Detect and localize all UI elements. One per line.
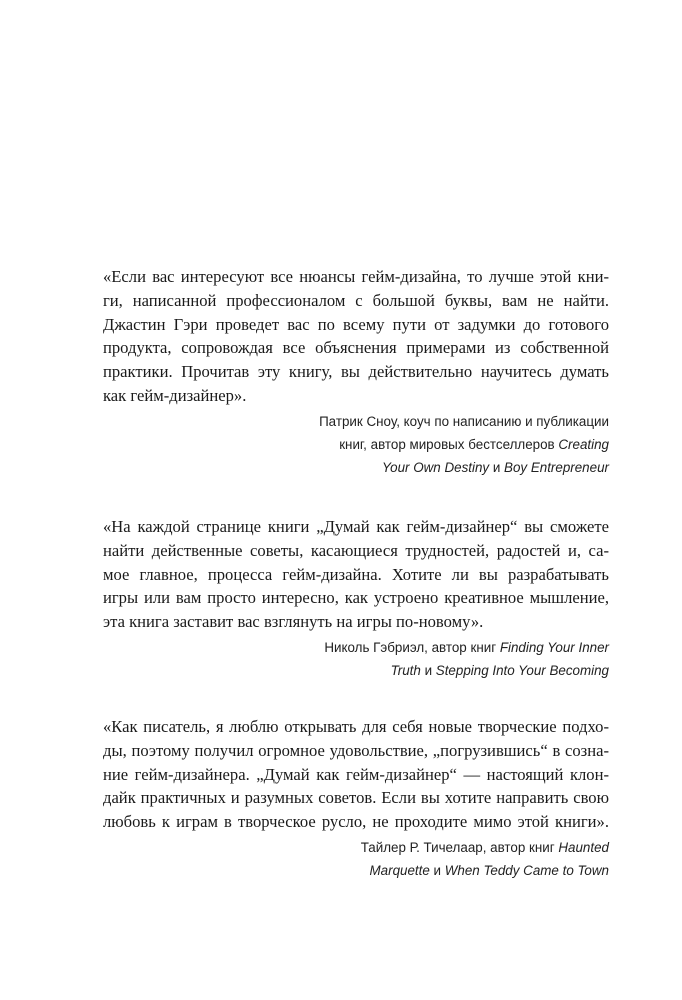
quote-line: эта книга заставит вас взглянуть на игры по-новому». bbox=[103, 612, 484, 632]
attribution-text: Тайлер Р. Тичелаар, автор книг bbox=[360, 839, 559, 855]
blurb-2 bbox=[103, 515, 609, 683]
quote-line: «Как писатель, я люблю открывать для себя новые творческие подхо- bbox=[103, 717, 609, 736]
attribution-line: Патрик Сноу, коуч по написанию и публикации bbox=[319, 413, 609, 429]
quote-line: ды, поэтому получил огромное удовольствие, „погрузившись“ в созна- bbox=[103, 740, 609, 760]
quote-line: как гейм-дизайнер». bbox=[103, 385, 247, 405]
book-title: Haunted bbox=[558, 839, 609, 855]
attribution-line bbox=[103, 859, 609, 882]
attribution-line bbox=[103, 433, 609, 456]
quote-line: дайк практичных и разумных советов. Если вы хотите направить свою bbox=[103, 788, 609, 808]
book-title: Stepping Into Your Becoming bbox=[435, 663, 609, 679]
quote-line: ги, написанной профессионалом с большой буквы, вам не найти. bbox=[103, 290, 609, 310]
book-title: When Teddy Came to Town bbox=[444, 863, 609, 879]
quote-line: игры или вам просто интересно, как устроено креативное мышление, bbox=[103, 588, 609, 608]
blurb-attribution bbox=[103, 836, 609, 883]
book-title: Boy Entrepreneur bbox=[504, 460, 609, 476]
quote-line: «На каждой странице книги „Думай как гейм-дизайнер“ вы сможете bbox=[103, 517, 609, 536]
attribution-line bbox=[103, 636, 609, 659]
book-title: Marquette bbox=[369, 863, 430, 879]
book-title: Truth bbox=[390, 663, 421, 679]
attribution-text: книг, автор мировых бестселлеров bbox=[339, 437, 559, 453]
quote-line: «Если вас интересуют все нюансы гейм-дизайна, то лучше этой кни- bbox=[103, 267, 609, 286]
blurb-1 bbox=[103, 265, 609, 480]
quote-line: Джастин Гэри проведет вас по всему пути от задумки до готового bbox=[103, 314, 609, 334]
blurb-quote bbox=[103, 265, 609, 408]
blurb-3 bbox=[103, 715, 609, 883]
attribution-text: и bbox=[429, 863, 445, 879]
blurb-attribution bbox=[103, 410, 609, 480]
blurb-quote bbox=[103, 715, 609, 834]
attribution-text: и bbox=[489, 460, 505, 476]
quote-line: мое главное, процесса гейм-дизайна. Хотите ли вы разрабатывать bbox=[103, 564, 609, 584]
quote-line: продукта, сопровождая все объяснения примерами из собственной bbox=[103, 338, 609, 358]
quote-line: любовь к играм в творческое русло, не проходите мимо этой книги». bbox=[103, 812, 609, 832]
blurb-quote bbox=[103, 515, 609, 634]
attribution-text: Николь Гэбриэл, автор книг bbox=[324, 639, 500, 655]
quote-line: найти действенные советы, касающиеся трудностей, радостей и, са- bbox=[103, 540, 609, 560]
attribution-line bbox=[103, 836, 609, 859]
book-title: Creating bbox=[558, 437, 609, 453]
attribution-line bbox=[103, 456, 609, 479]
blurb-attribution bbox=[103, 636, 609, 683]
book-title: Finding Your Inner bbox=[499, 639, 609, 655]
book-title: Your Own Destiny bbox=[381, 460, 490, 476]
attribution-text: и bbox=[420, 663, 436, 679]
quote-line: практики. Прочитав эту книгу, вы действительно научитесь думать bbox=[103, 362, 609, 382]
attribution-line bbox=[103, 659, 609, 682]
quote-line: ние гейм-дизайнера. „Думай как гейм-дизайнер“ — настоящий клон- bbox=[103, 764, 609, 784]
